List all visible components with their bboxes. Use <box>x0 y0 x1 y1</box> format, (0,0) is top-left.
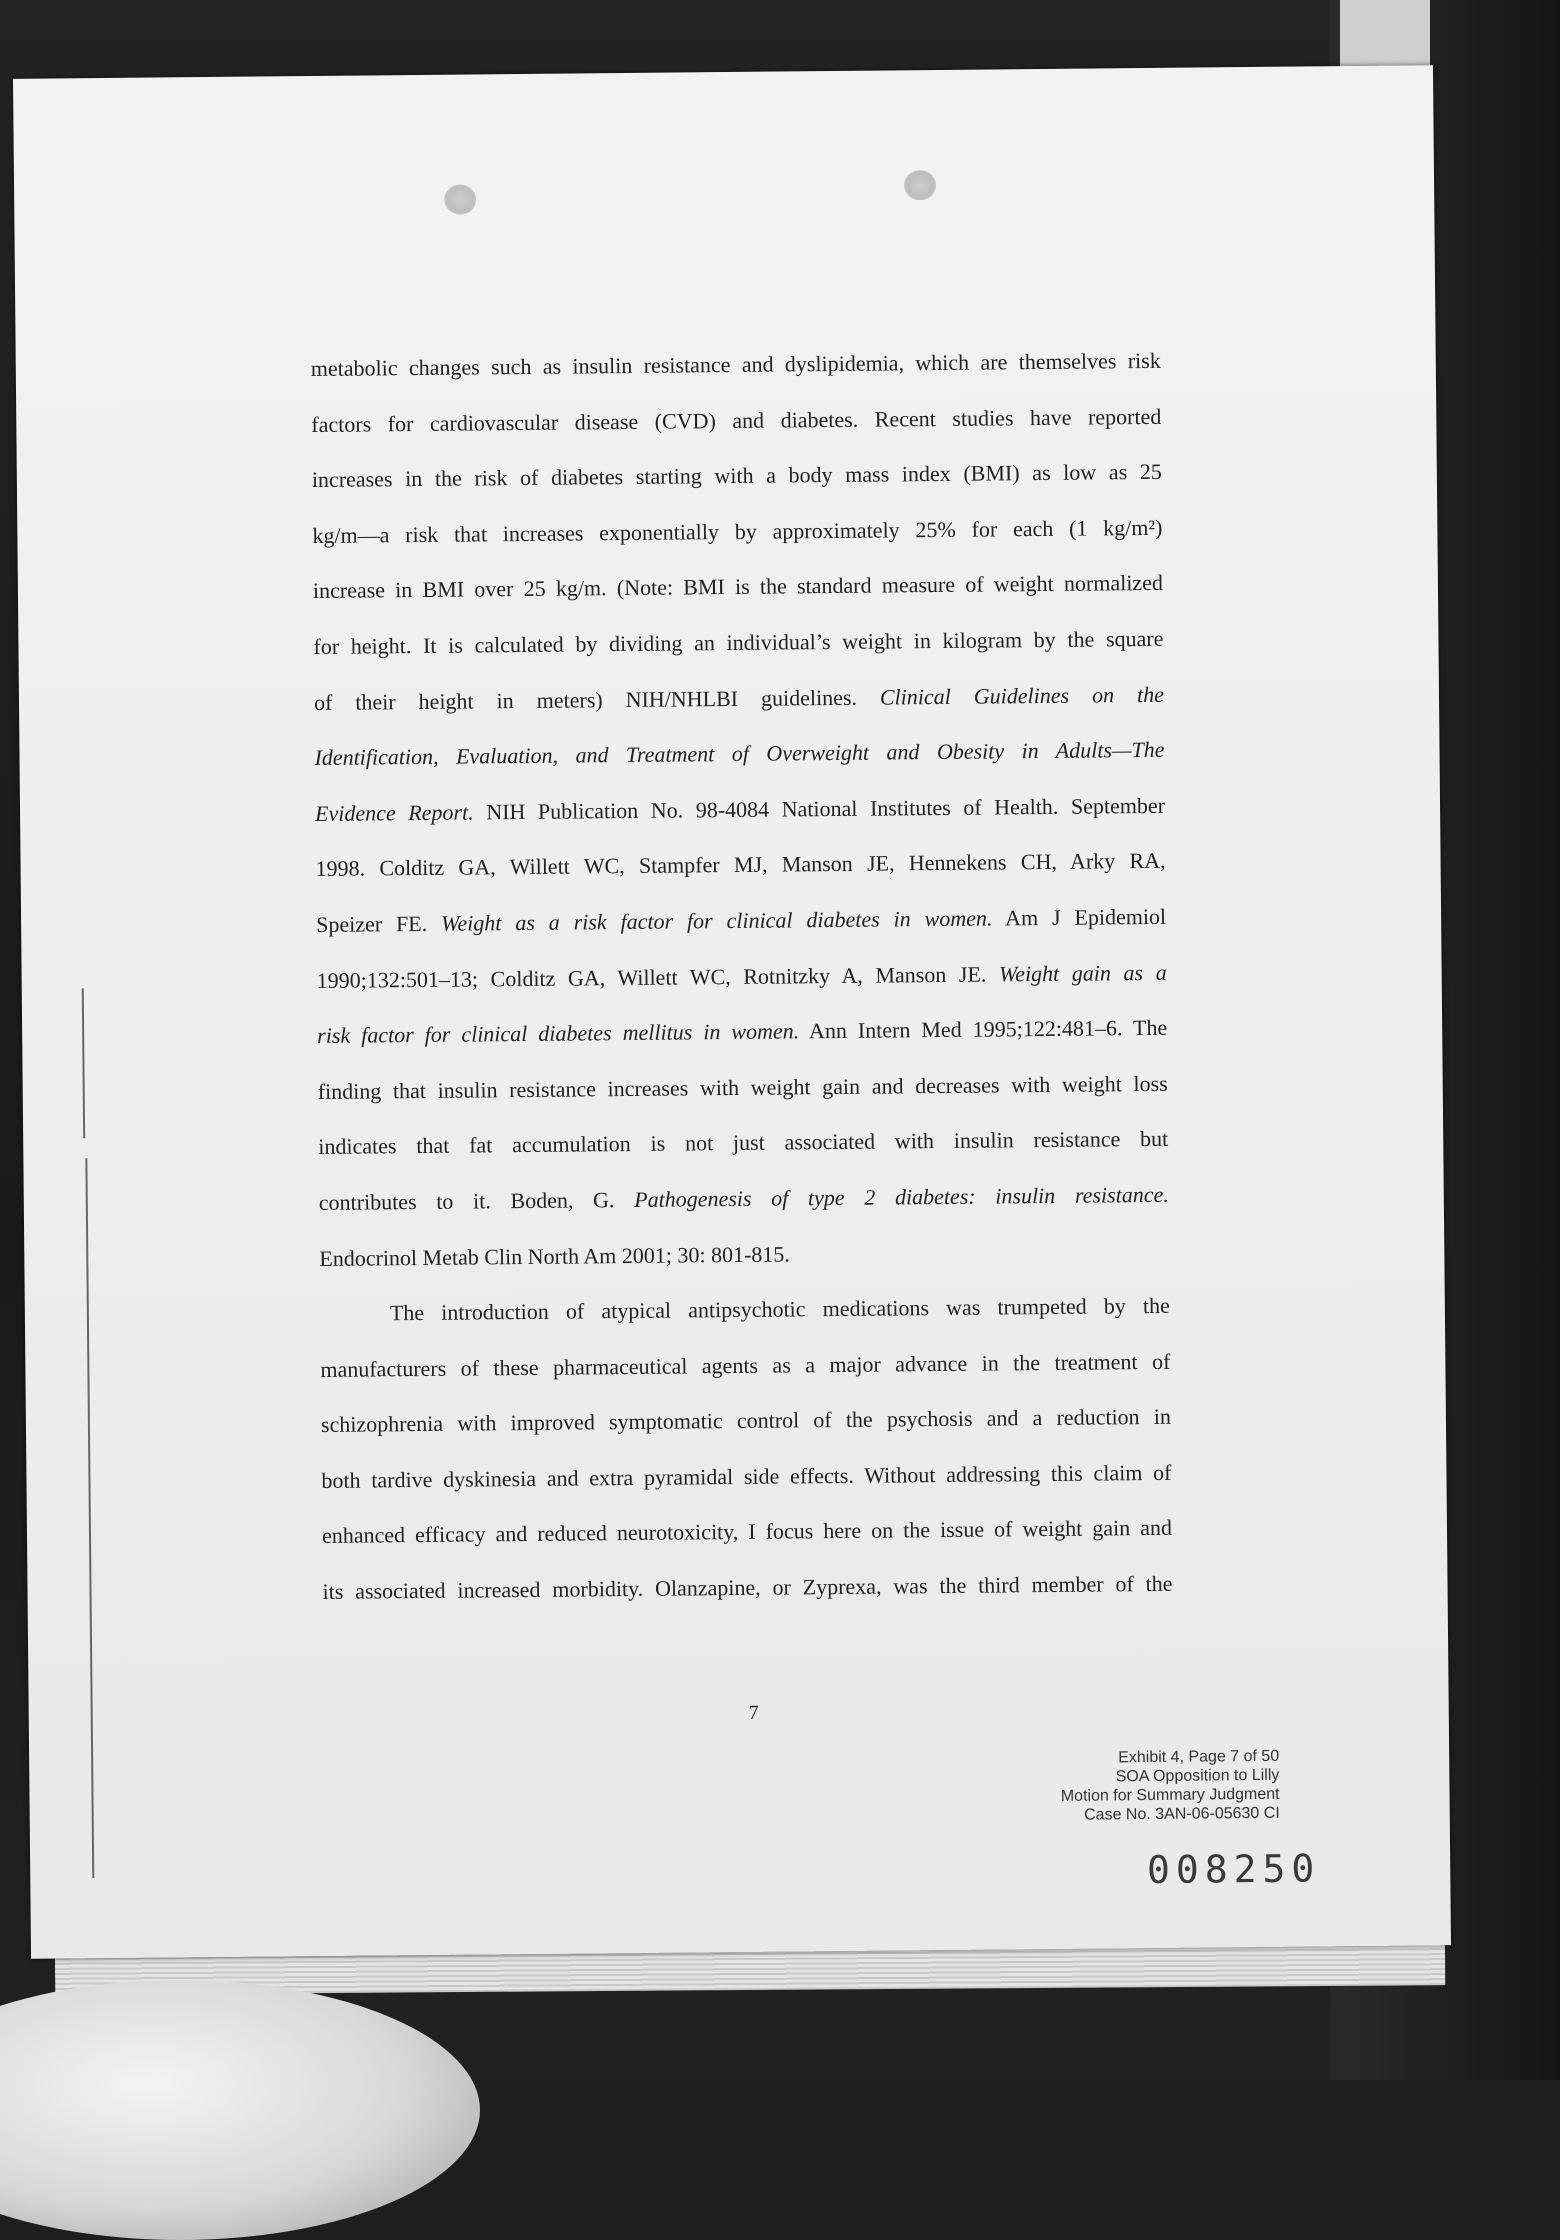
exhibit-line: Motion for Summary Judgment <box>1060 1785 1280 1805</box>
citation-title: Clinical Guidelines on the <box>879 681 1165 710</box>
margin-mark <box>85 1158 94 1878</box>
paragraph-first-line: The introduction of atypical antipsychotic medications was trumpeted by the <box>389 1292 1170 1326</box>
exhibit-stamp <box>869 1747 1280 1827</box>
text-line: increases in the risk of diabetes starting with a body mass index (BMI) as low as 25 <box>311 459 1162 493</box>
body-text <box>311 333 1173 1620</box>
text-line: schizophrenia with improved symptomatic control of the psychosis and a reduction in <box>320 1404 1172 1438</box>
text-line: both tardive dyskinesia and extra pyramidal side effects. Without addressing this claim of <box>321 1459 1172 1493</box>
text-line <box>314 666 1164 730</box>
exhibit-line: SOA Opposition to Lilly <box>1115 1766 1280 1786</box>
text-segment: NIH Publication No. 98-4084 National Institutes of Health. September <box>486 792 1166 825</box>
text-line <box>315 778 1165 842</box>
punch-hole-icon <box>444 184 476 214</box>
text-segment: 1990;132:501–13; Colditz GA, Willett WC, Rotnitzky A, Manson JE. <box>316 961 987 993</box>
text-line: factors for cardiovascular disease (CVD) and diabetes. Recent studies have reported <box>311 403 1162 437</box>
text-line <box>319 1167 1169 1231</box>
text-line <box>316 944 1166 1008</box>
text-line: kg/m—a risk that increases exponentially by approximately 25% for each (1 kg/m²) <box>312 514 1163 548</box>
citation-title: risk factor for clinical diabetes mellitus in women. <box>317 1018 800 1049</box>
document-page <box>13 65 1451 1959</box>
text-segment: Speizer FE. <box>316 910 428 937</box>
text-line: manufacturers of these pharmaceutical agents as a major advance in the treatment of <box>320 1348 1171 1382</box>
text-line: enhanced efficacy and reduced neurotoxicity, I focus here on the issue of weight gain and <box>321 1515 1173 1549</box>
text-line: Endocrinol Metab Clin North Am 2001; 30: 801-815. <box>319 1240 790 1271</box>
exhibit-line: Exhibit 4, Page 7 of 50 <box>1118 1747 1280 1767</box>
citation-title: Evidence Report. <box>314 799 474 826</box>
citation-title: Identification, Evaluation, and Treatment of Overweight and Obesity in Adults—The <box>314 736 1165 771</box>
punch-hole-icon <box>904 170 936 200</box>
text-segment: contributes to it. Boden, G. <box>318 1187 615 1215</box>
text-segment: Ann Intern Med 1995;122:481–6. The <box>808 1014 1168 1044</box>
citation-title: Weight gain as a <box>998 959 1167 986</box>
citation-title: Pathogenesis of type 2 diabetes: insulin resistance. <box>634 1181 1169 1212</box>
text-line: indicates that fat accumulation is not just associated with insulin resistance but <box>318 1126 1169 1160</box>
margin-mark <box>82 988 85 1138</box>
bates-number: 008250 <box>1146 1846 1321 1893</box>
exhibit-line: Case No. 3AN-06-05630 CI <box>1083 1804 1280 1824</box>
text-segment: Am J Epidemiol <box>1004 903 1167 931</box>
text-line: finding that insulin resistance increases with weight gain and decreases with weight loss <box>317 1070 1168 1104</box>
page-number: 7 <box>748 1701 759 1724</box>
text-line: 1998. Colditz GA, Willett WC, Stampfer MJ, Manson JE, Hennekens CH, Arky RA, <box>315 848 1166 882</box>
text-line: increase in BMI over 25 kg/m. (Note: BMI is the standard measure of weight normalized <box>312 570 1164 604</box>
text-line <box>317 1000 1167 1064</box>
text-line <box>316 889 1166 953</box>
text-segment: of their height in meters) NIH/NHLBI guidelines. <box>313 684 858 715</box>
citation-title: Weight as a risk factor for clinical diabetes in women. <box>440 905 993 936</box>
text-line: for height. It is calculated by dividing an individual’s weight in kilogram by the square <box>313 625 1164 659</box>
text-line: its associated increased morbidity. Olanzapine, or Zyprexa, was the third member of the <box>322 1570 1173 1605</box>
text-line: metabolic changes such as insulin resistance and dyslipidemia, which are themselves risk <box>310 347 1161 382</box>
